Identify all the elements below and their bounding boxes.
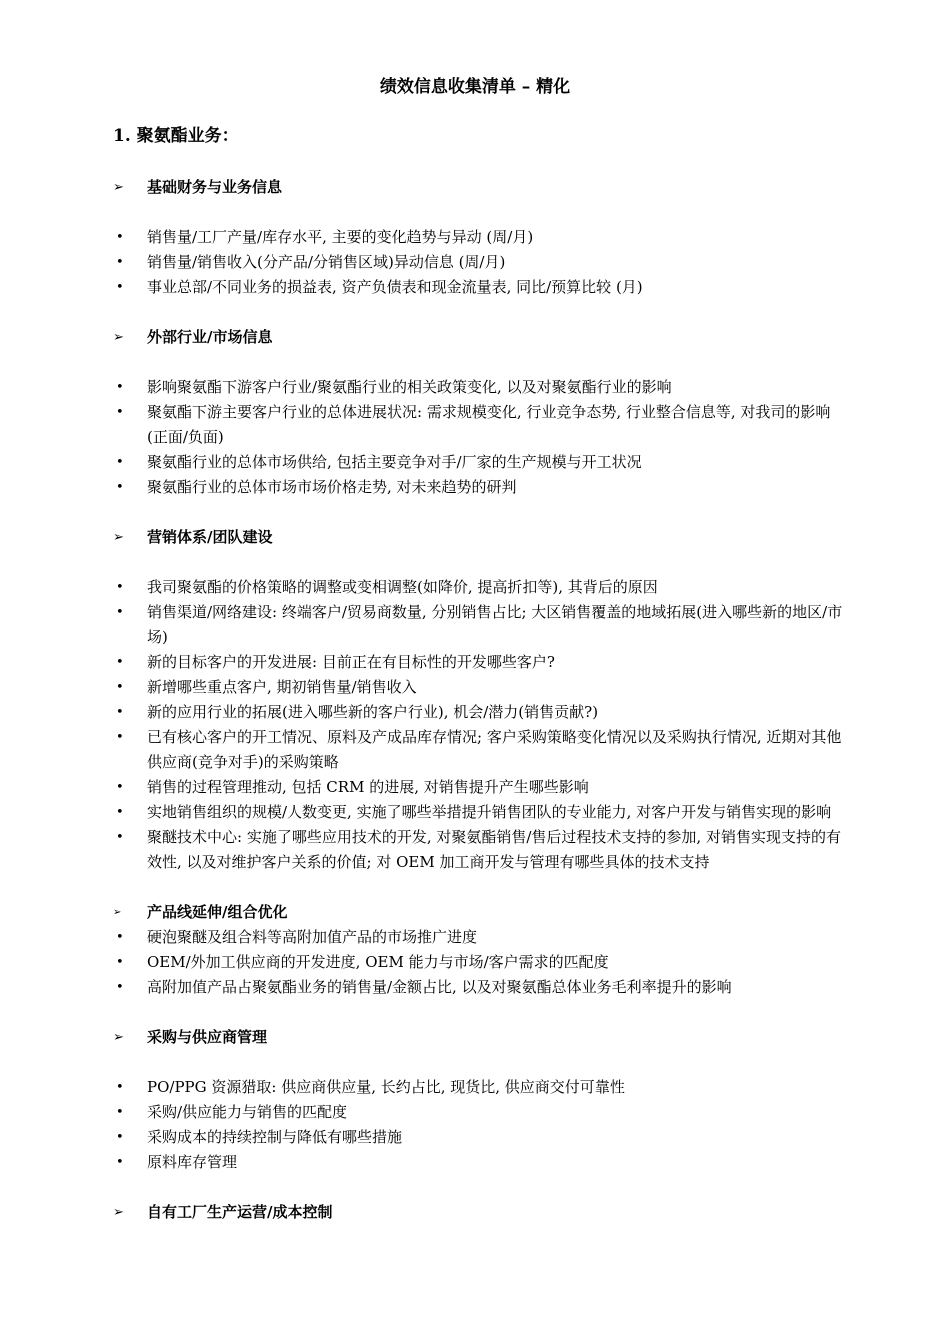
bullet-list [113,1075,843,1175]
subsection-heading [113,325,843,350]
bullet-icon: • [116,255,124,270]
list-item: • 事业总部/不同业务的损益表, 资产负债表和现金流量表, 同比/预算比较 (月) [113,275,843,300]
bullet-icon: • [116,580,124,595]
list-item: • 新的应用行业的拓展(进入哪些新的客户行业), 机会/潜力(销售贡献?) [113,700,843,725]
list-item: • 原料库存管理 [113,1150,843,1175]
list-item: • 高附加值产品占聚氨酯业务的销售量/金额占比, 以及对聚氨酯总体业务毛利率提升的影响 [113,975,843,1000]
bullet-icon: • [116,1080,124,1095]
arrow-bullet-icon: ➢ [113,180,124,195]
bullet-icon: • [116,830,124,845]
bullet-icon: • [116,230,124,245]
bullet-icon: • [116,1155,124,1170]
subsection-title: 产品线延伸/组合优化 [147,903,288,921]
bullet-icon: • [116,380,124,395]
document-content [113,175,843,1225]
bullet-icon: • [116,455,124,470]
list-item: • 已有核心客户的开工情况、原料及产成品库存情况; 客户采购策略变化情况以及采购执行情况, 近期对其他供应商(竞争对手)的采购策略 [113,725,843,775]
subsection-heading [113,1025,843,1050]
bullet-list [113,375,843,500]
list-item: • 采购/供应能力与销售的匹配度 [113,1100,843,1125]
bullet-icon: • [116,930,124,945]
list-item: • 销售渠道/网络建设: 终端客户/贸易商数量, 分别销售占比; 大区销售覆盖的地域拓展(进入哪些新的地区/市场) [113,600,843,650]
list-item: • 聚氨酯下游主要客户行业的总体进展状况: 需求规模变化, 行业竞争态势, 行业整合信息等, 对我司的影响(正面/负面) [113,400,843,450]
subsection-title: 采购与供应商管理 [147,1028,268,1046]
arrow-bullet-icon: ➢ [113,1205,124,1220]
list-item: • 销售量/工厂产量/库存水平, 主要的变化趋势与异动 (周/月) [113,225,843,250]
list-item: • 聚醚技术中心: 实施了哪些应用技术的开发, 对聚氨酯销售/售后过程技术支持的参加, 对销售实现支持的有效性, 以及对维护客户关系的价值; 对 OEM 加工商开发与管理有哪些具体的技术支持 [113,825,843,875]
bullet-icon: • [116,980,124,995]
subsection-title: 外部行业/市场信息 [147,328,273,346]
subsection-heading [113,1200,843,1225]
bullet-icon: • [116,405,124,420]
bullet-icon: • [116,730,124,745]
bullet-icon: • [116,655,124,670]
list-item: • 硬泡聚醚及组合料等高附加值产品的市场推广进度 [113,925,843,950]
list-item: • 实地销售组织的规模/人数变更, 实施了哪些举措提升销售团队的专业能力, 对客户开发与销售实现的影响 [113,800,843,825]
list-item: • OEM/外加工供应商的开发进度, OEM 能力与市场/客户需求的匹配度 [113,950,843,975]
arrow-bullet-icon: ➢ [113,907,122,918]
bullet-icon: • [116,480,124,495]
list-item: • 新增哪些重点客户, 期初销售量/销售收入 [113,675,843,700]
bullet-icon: • [116,955,124,970]
subsection-title: 自有工厂生产运营/成本控制 [147,1203,333,1221]
bullet-list [113,225,843,300]
list-item: • 销售量/销售收入(分产品/分销售区域)异动信息 (周/月) [113,250,843,275]
subsection-heading [113,525,843,550]
subsection-title: 营销体系/团队建设 [147,528,273,546]
bullet-icon: • [116,805,124,820]
list-item: • 销售的过程管理推动, 包括 CRM 的进展, 对销售提升产生哪些影响 [113,775,843,800]
bullet-icon: • [116,1105,124,1120]
arrow-bullet-icon: ➢ [113,530,124,545]
subsection-heading [113,175,843,200]
bullet-icon: • [116,680,124,695]
bullet-icon: • [116,280,124,295]
arrow-bullet-icon: ➢ [113,1030,124,1045]
bullet-list [113,575,843,875]
list-item: • 聚氨酯行业的总体市场市场价格走势, 对未来趋势的研判 [113,475,843,500]
bullet-icon: • [116,780,124,795]
list-item: • 新的目标客户的开发进展: 目前正在有目标性的开发哪些客户? [113,650,843,675]
bullet-icon: • [116,1130,124,1145]
bullet-icon: • [116,605,124,620]
list-item: • PO/PPG 资源猎取: 供应商供应量, 长约占比, 现货比, 供应商交付可靠性 [113,1075,843,1100]
subsection-title: 基础财务与业务信息 [147,178,283,196]
list-item: • 我司聚氨酯的价格策略的调整或变相调整(如降价, 提高折扣等), 其背后的原因 [113,575,843,600]
document-title: 绩效信息收集清单 – 精化 [379,77,571,97]
subsection-heading [113,900,843,925]
bullet-icon: • [116,705,124,720]
section-heading: 1. 聚氨酯业务： [113,126,239,146]
bullet-list [113,925,843,1000]
list-item: • 影响聚氨酯下游客户行业/聚氨酯行业的相关政策变化, 以及对聚氨酯行业的影响 [113,375,843,400]
list-item: • 采购成本的持续控制与降低有哪些措施 [113,1125,843,1150]
arrow-bullet-icon: ➢ [113,330,124,345]
list-item: • 聚氨酯行业的总体市场供给, 包括主要竞争对手/厂家的生产规模与开工状况 [113,450,843,475]
